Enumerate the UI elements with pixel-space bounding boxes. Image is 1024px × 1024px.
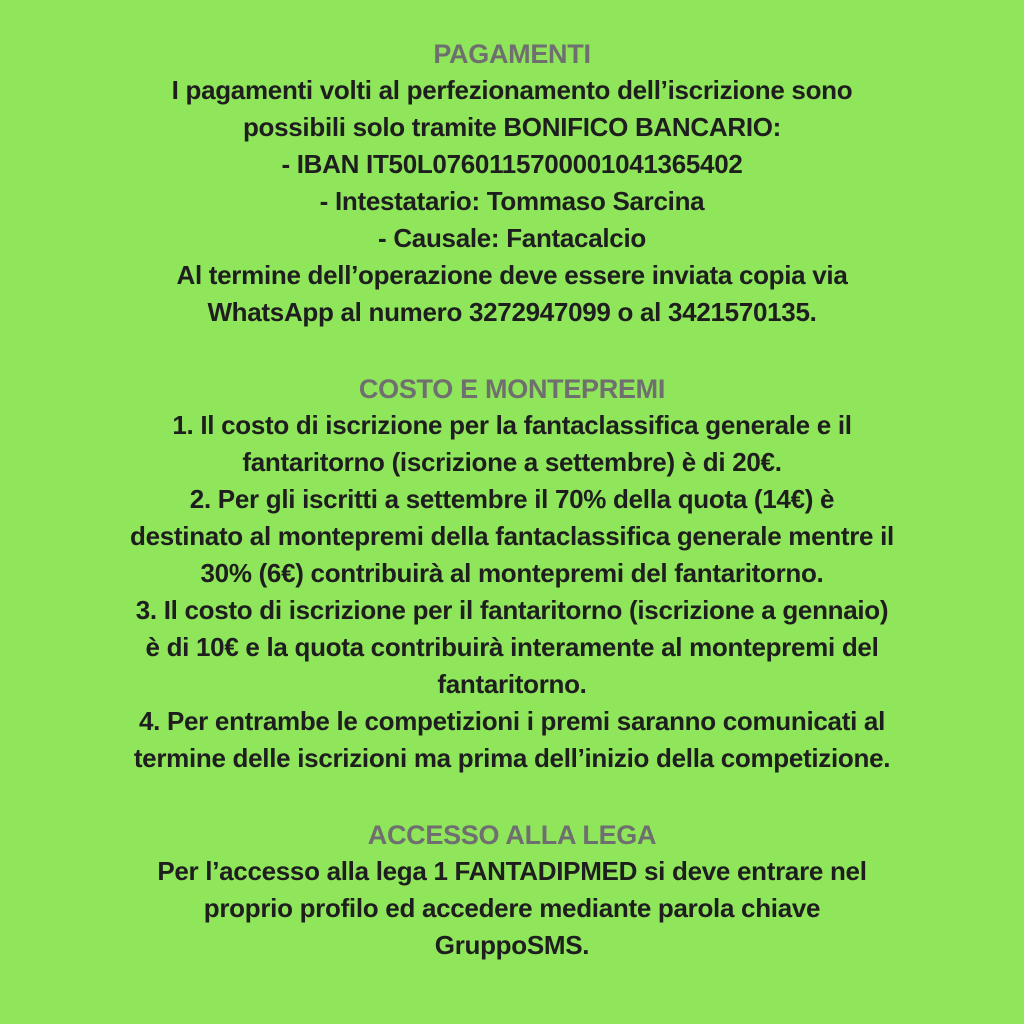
- iban-line: - IBAN IT50L0760115700001041365402: [281, 149, 743, 179]
- pagamenti-line: possibili solo tramite BONIFICO BANCARIO:: [242, 112, 782, 142]
- pagamenti-line: Al termine dell’operazione deve essere inviata copia via: [176, 260, 848, 290]
- section-costo-montepremi: [0, 371, 1024, 777]
- heading-pagamenti: PAGAMENTI: [433, 39, 591, 69]
- costo-line: è di 10€ e la quota contribuirà interamente al montepremi del: [145, 632, 879, 662]
- accesso-line: Per l’accesso alla lega 1 FANTADIPMED si deve entrare nel: [157, 856, 867, 886]
- intestatario-line: - Intestatario: Tommaso Sarcina: [319, 186, 705, 216]
- costo-line: 4. Per entrambe le competizioni i premi saranno comunicati al: [138, 706, 886, 736]
- costo-line: destinato al montepremi della fantaclassifica generale mentre il: [130, 521, 894, 551]
- costo-line: 30% (6€) contribuirà al montepremi del fantaritorno.: [200, 558, 824, 588]
- heading-costo-montepremi: COSTO E MONTEPREMI: [358, 374, 666, 404]
- costo-line: fantaritorno (iscrizione a settembre) è di 20€.: [242, 447, 782, 477]
- costo-line: 2. Per gli iscritti a settembre il 70% della quota (14€) è: [189, 484, 835, 514]
- causale-line: - Causale: Fantacalcio: [378, 223, 646, 253]
- costo-line: 1. Il costo di iscrizione per la fantaclassifica generale e il: [172, 410, 852, 440]
- spacer: [0, 331, 1024, 371]
- whatsapp-line: WhatsApp al numero 3272947099 o al 3421570135.: [207, 297, 817, 327]
- pagamenti-line: I pagamenti volti al perfezionamento dell’iscrizione sono: [171, 75, 853, 105]
- accesso-line: proprio profilo ed accedere mediante parola chiave: [203, 893, 821, 923]
- costo-line: 3. Il costo di iscrizione per il fantaritorno (iscrizione a gennaio): [135, 595, 889, 625]
- costo-line: termine delle iscrizioni ma prima dell’inizio della competizione.: [133, 743, 891, 773]
- heading-accesso-lega: ACCESSO ALLA LEGA: [367, 820, 657, 850]
- section-accesso-lega: [0, 817, 1024, 964]
- costo-line: fantaritorno.: [437, 669, 587, 699]
- accesso-line: GruppoSMS.: [434, 930, 590, 960]
- spacer: [0, 777, 1024, 817]
- section-pagamenti: [0, 36, 1024, 331]
